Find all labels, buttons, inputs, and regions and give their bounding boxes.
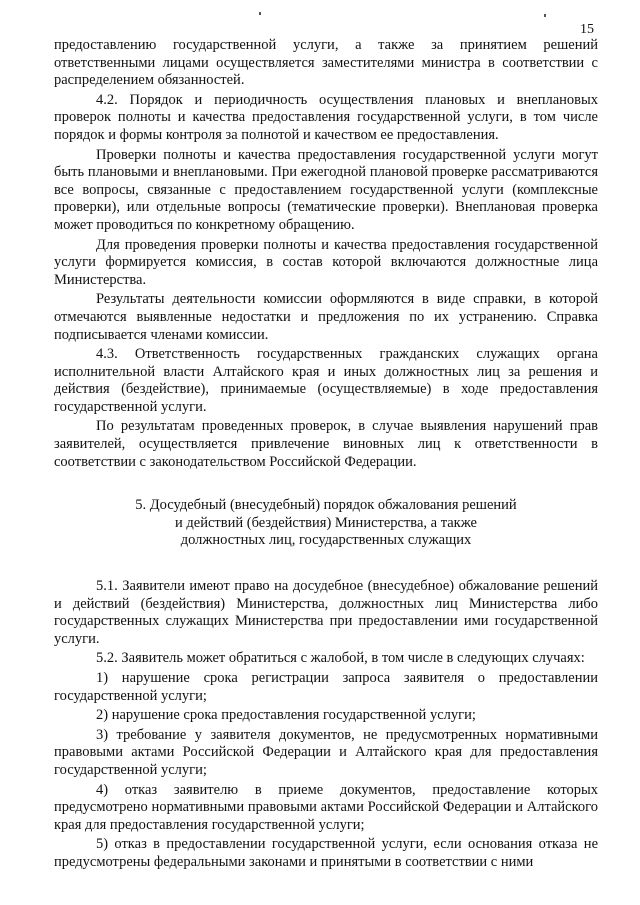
page-number: 15 [580,22,594,37]
paragraph: 3) требование у заявителя документов, не предусмотренных нормативными правовыми актами Российской Федерации и Алтайского края для предоставления государственной услуги; [54,726,598,778]
scan-artifact-mark [544,14,546,17]
section-4-paragraphs [54,37,598,471]
paragraph: Для проведения проверки полноты и качества предоставления государственной услуги формируется комиссия, в состав которой включаются должностные лица Министерства. [54,236,598,288]
heading-line-1: 5. Досудебный (внесудебный) порядок обжалования решений [135,497,517,514]
heading-line-2: и действий (бездействия) Министерства, а также [175,514,477,531]
paragraph: 4.2. Порядок и периодичность осуществления плановых и внеплановых проверок полноты и качества предоставления государственной услуги, в том числе порядок и формы контроля за полнотой и качеством ее предоставления. [54,91,598,143]
document-body [54,37,598,874]
paragraph: 4.3. Ответственность государственных гражданских служащих органа исполнительной власти Алтайского края и иных должностных лиц за решения и действия (бездействие), принимаемые (осуществляемые) в ходе предоставления государственной услуги. [54,346,598,415]
paragraph: предоставлению государственной услуги, а также за принятием решений ответственными лицами осуществляется заместителями министра в соответствии с распределением обязанностей. [54,37,598,89]
paragraph: 5.1. Заявители имеют право на досудебное (внесудебное) обжалование решений и действий (бездействия) Министерства, должностных лиц Министерства либо государственных служащих Министерства при предоставлении ими государственной услуги. [54,578,598,647]
paragraph: Результаты деятельности комиссии оформляются в виде справки, в которой отмечаются выявленные недостатки и предложения по их устранению. Справка подписывается членами комиссии. [54,291,598,343]
paragraph: Проверки полноты и качества предоставления государственной услуги могут быть плановыми и внеплановыми. При ежегодной плановой проверке рассматриваются все вопросы, связанные с предоставлением государственной услуги (комплексные проверки), или отдельные вопросы (тематические проверки). Внеплановая проверка может проводиться по конкретному обращению. [54,146,598,233]
paragraph: 5) отказ в предоставлении государственной услуги, если основания отказа не предусмотрены федеральными законами и принятыми в соответствии с ними [54,836,598,870]
paragraph: 5.2. Заявитель может обратиться с жалобой, в том числе в следующих случаях: [96,650,585,667]
scan-artifact-mark [259,12,261,15]
section-5-heading [54,497,598,550]
paragraph: 4) отказ заявителю в приеме документов, предоставление которых предусмотрено нормативными правовыми актами Российской Федерации и Алтайского края для предоставления государственной услуги; [54,781,598,833]
heading-line-3: должностных лиц, государственных служащих [180,532,472,549]
paragraph: По результатам проведенных проверок, в случае выявления нарушений прав заявителей, осуществляется привлечение виновных лиц к ответственности в соответствии с законодательством Российской Федерации. [54,418,598,470]
paragraph: 1) нарушение срока регистрации запроса заявителя о предоставлении государственной услуги; [54,670,598,704]
section-5-paragraphs [54,578,598,872]
paragraph: 2) нарушение срока предоставления государственной услуги; [96,707,476,724]
